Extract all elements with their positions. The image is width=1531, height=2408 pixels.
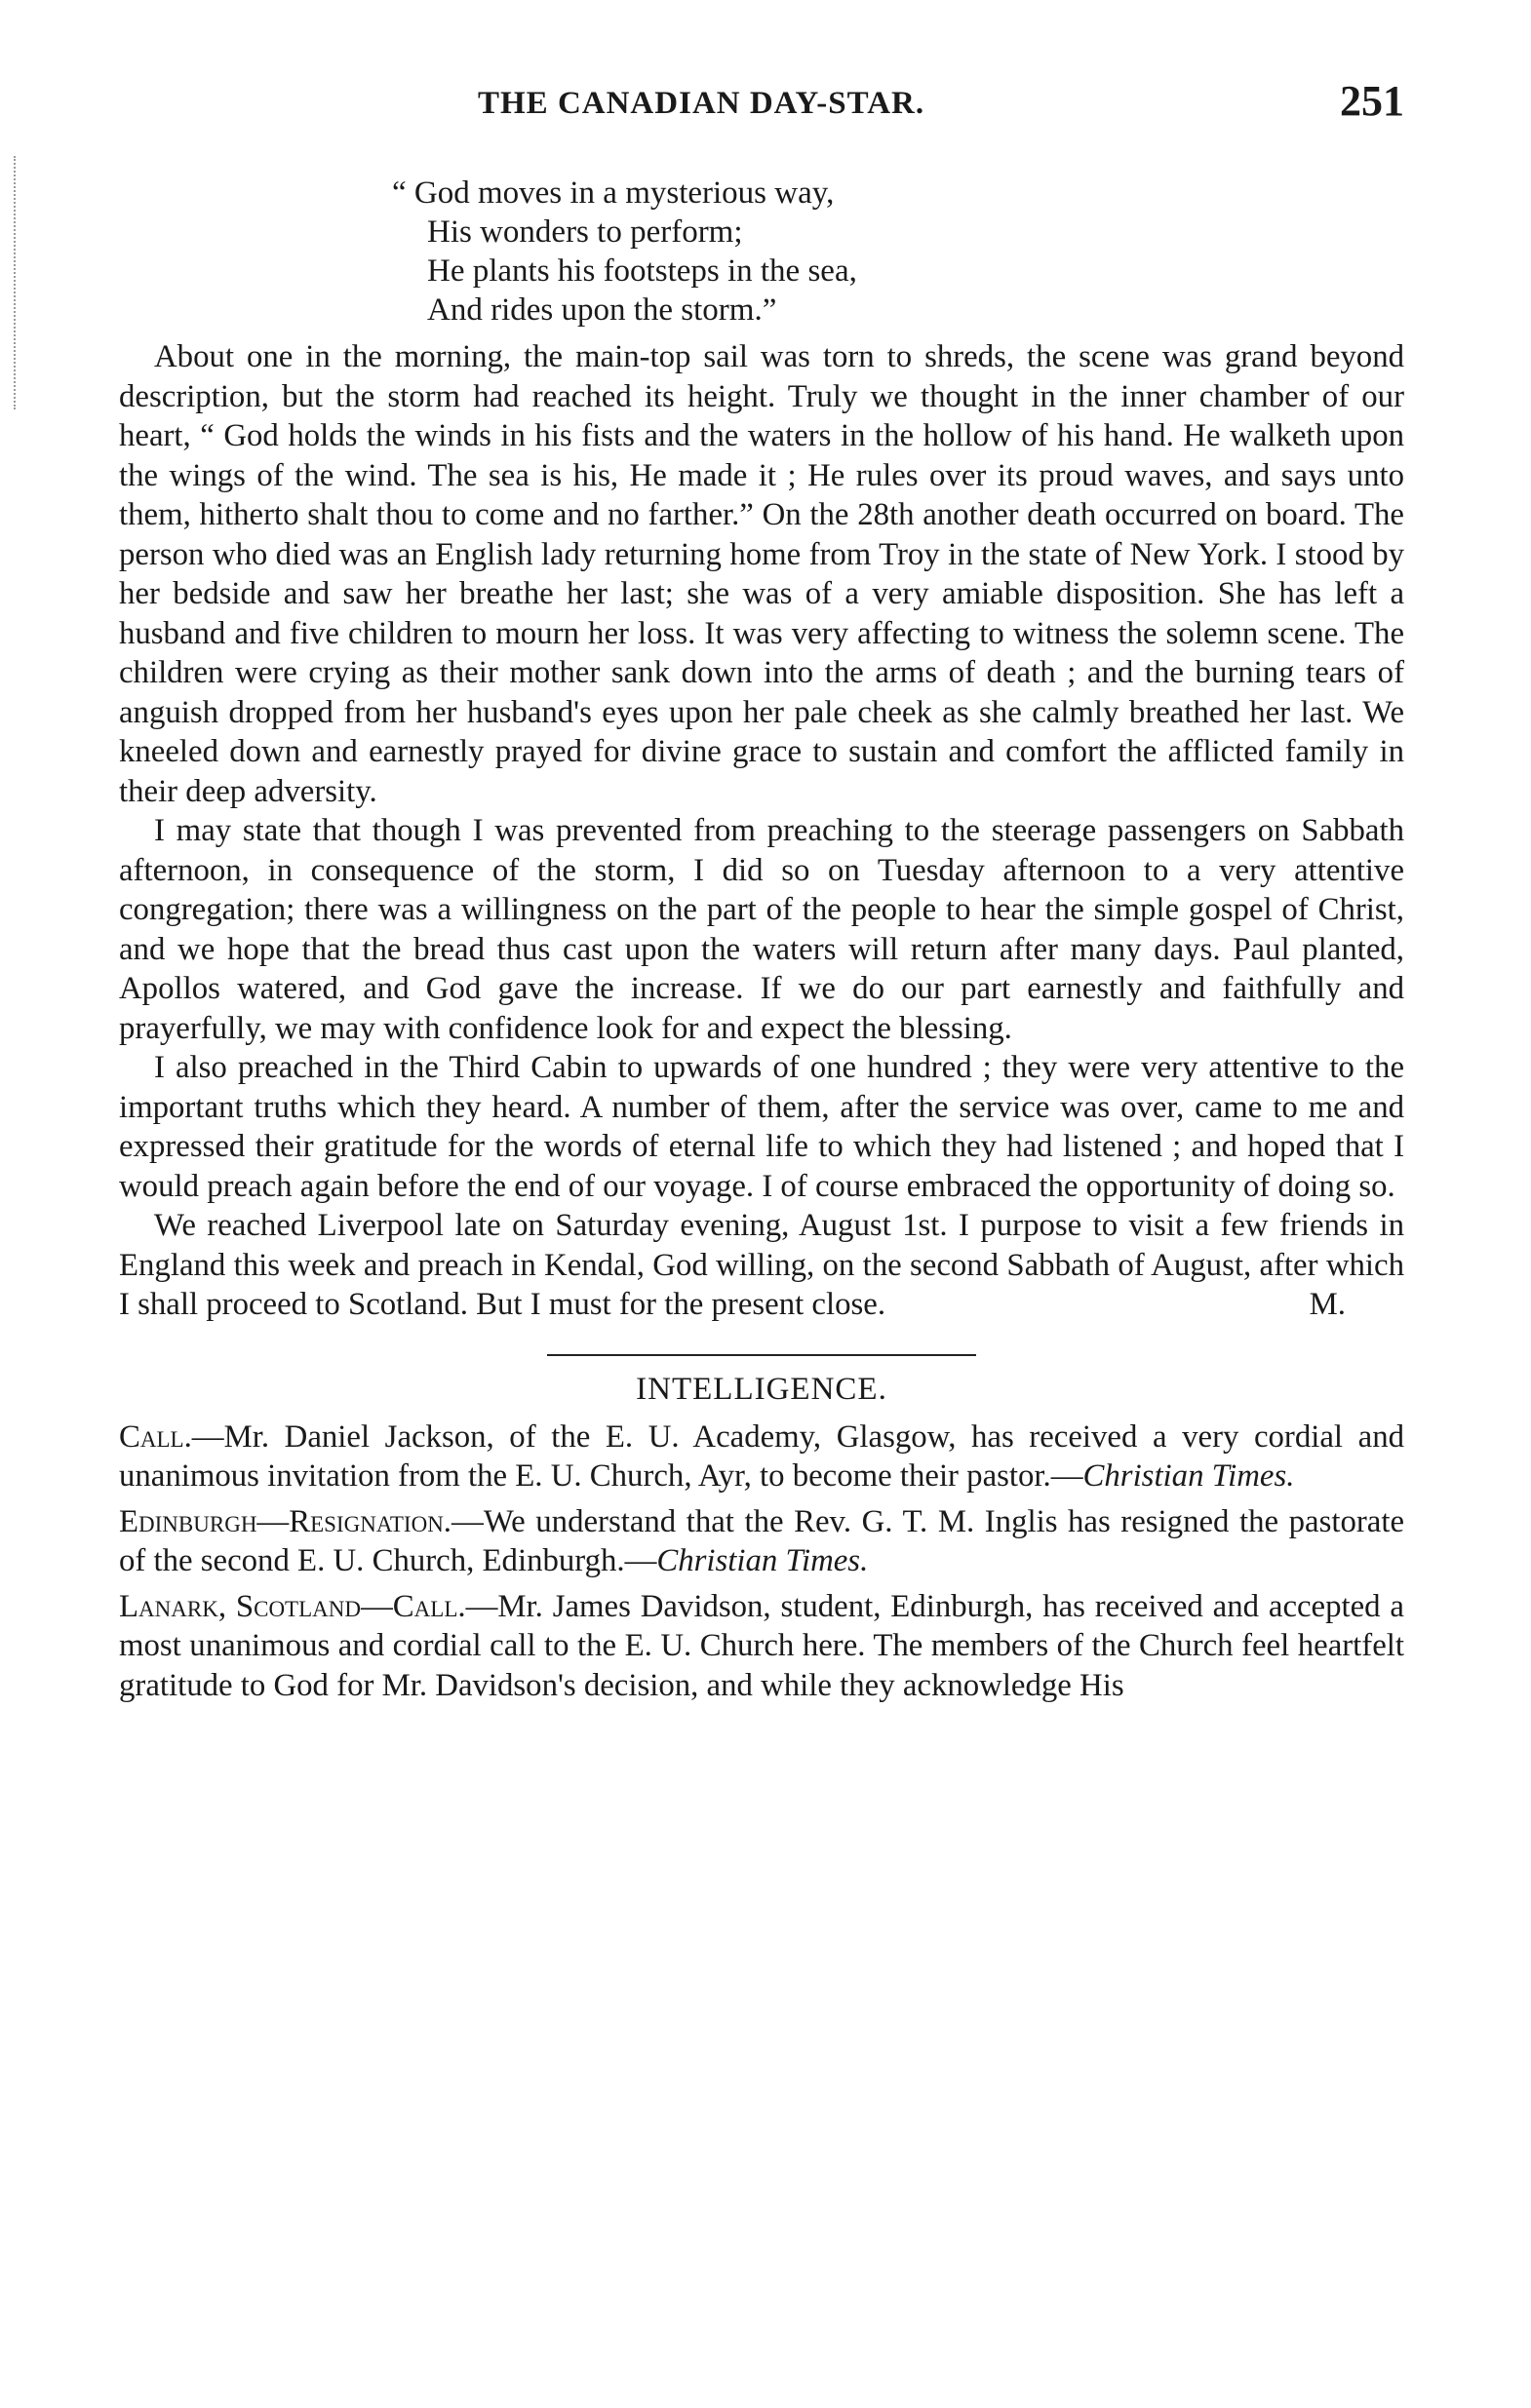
poem-line: “ God moves in a mysterious way, xyxy=(392,175,835,211)
notice-resignation xyxy=(119,1502,1404,1581)
page-number: 251 xyxy=(1340,77,1404,125)
notice-call-jackson xyxy=(119,1418,1404,1496)
poem-line: His wonders to perform; xyxy=(427,214,743,250)
paragraph-third-cabin: I also preached in the Third Cabin to upwards of one hundred ; they were very attentive to the important truths which they heard. A number of them, after the service was over, came to me and expressed their gratitude for the words of eternal life to which they had listened ; and hoped that I would preach again before the end of our voyage. I of course embraced the opportunity of doing so. xyxy=(119,1050,1404,1204)
margin-marks xyxy=(14,156,21,409)
notice-lead: Call. xyxy=(119,1418,192,1455)
page-header xyxy=(117,76,1404,135)
paragraph-liverpool-text: We reached Liverpool late on Saturday evening, August 1st. I purpose to visit a few friends in England this week and preach in Kendal, God willing, on the second Sabbath of August, after which I shall proceed to Scotland. But I must for the present close. xyxy=(119,1208,1404,1322)
notice-text: —Mr. Daniel Jackson, of the E. U. Academy, Glasgow, has received a very cordial and unanimous invitation from the E. U. Church, Ayr, to become their pastor.— xyxy=(119,1418,1404,1494)
notice-call-davidson xyxy=(119,1587,1404,1706)
notice-source: Christian Times. xyxy=(1082,1458,1295,1494)
notice-text: —Mr. James Davidson, student, Edinburgh, has received and accepted a most unanimous and cordial call to the E. U. Church here. The members of the Church feel heartfelt gratitude to God for Mr. Davidson's decision, and while they acknowledge His xyxy=(119,1588,1404,1703)
page-content xyxy=(119,174,1404,1705)
poem-line: And rides upon the storm.” xyxy=(427,292,777,328)
poem-stanza xyxy=(392,174,1404,330)
signature: M. xyxy=(1309,1287,1346,1322)
section-heading: INTELLIGENCE. xyxy=(636,1371,887,1407)
notice-lead: Edinburgh—Resignation. xyxy=(119,1503,452,1539)
poem-line: He plants his footsteps in the sea, xyxy=(427,253,857,289)
notice-text: —We understand that the Rev. G. T. M. Inglis has resigned the pastorate of the second E. U. Church, Edinburgh.— xyxy=(119,1503,1404,1578)
section-divider xyxy=(547,1354,976,1356)
notice-lead: Lanark, Scotland—Call. xyxy=(119,1588,466,1624)
running-title: THE CANADIAN DAY-STAR. xyxy=(478,86,925,121)
paragraph-storm: About one in the morning, the main-top sail was torn to shreds, the scene was grand beyond description, but the storm had reached its height. Truly we thought in the inner chamber of our heart, “ God holds the winds in his fists and the waters in the hollow of his hand. He walketh upon the wings of the wind. The sea is his, He made it ; He rules over its proud waves, and says unto them, hitherto shalt thou to come and no farther.” On the 28th another death occurred on board. The person who died was an English lady returning home from Troy in the state of New York. I stood by her bedside and saw her breathe her last; she was of a very amiable disposition. She has left a husband and five children to mourn her loss. It was very affecting to witness the solemn scene. The children were crying as their mother sank down into the arms of death ; and the burning tears of anguish dropped from her husband's eyes upon her pale cheek as she calmly breathed her last. We kneeled down and earnestly prayed for divine grace to sustain and comfort the afflicted family in their deep adversity. xyxy=(119,339,1404,809)
paragraph-liverpool xyxy=(119,1206,1404,1325)
notice-source: Christian Times. xyxy=(656,1543,869,1578)
paragraph-preaching: I may state that though I was prevented from preaching to the steerage passengers on Sabbath afternoon, in consequence of the storm, I did so on Tuesday afternoon to a very attentive congregation; there was a willingness on the part of the people to hear the simple gospel of Christ, and we hope that the bread thus cast upon the waters will return after many days. Paul planted, Apollos watered, and God gave the increase. If we do our part earnestly and faithfully and prayerfully, we may with confidence look for and expect the blessing. xyxy=(119,813,1404,1046)
